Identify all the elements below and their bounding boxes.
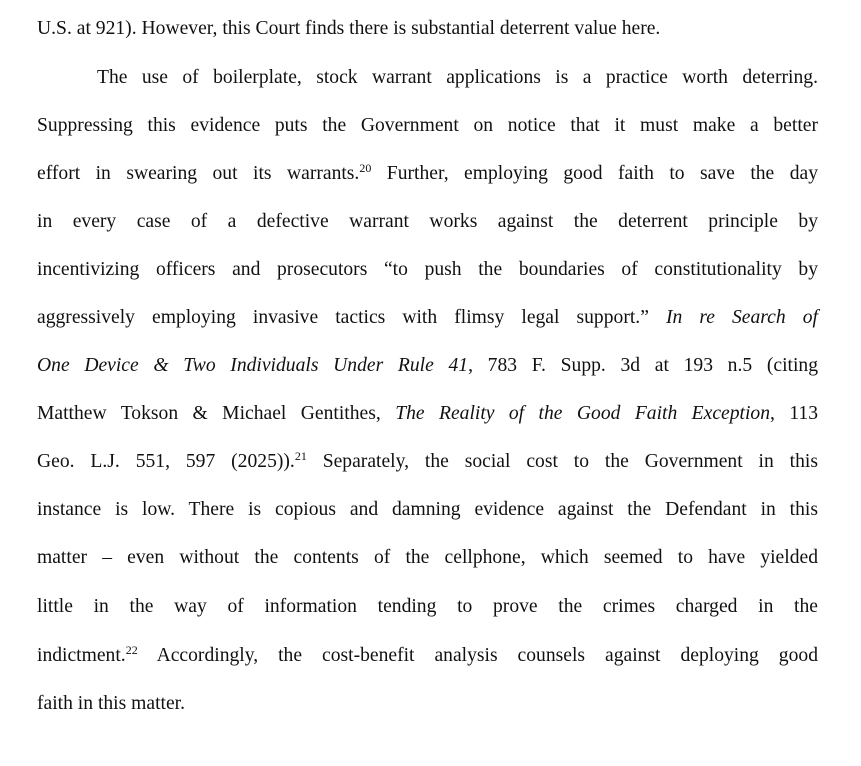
text-line: effort in swearing out its warrants.$^{20}$ Further, employing good faith to save the day (37, 160, 819, 184)
article-title-italic: The Reality of the Good Faith Exception (395, 403, 771, 424)
text-line: incentivizing officers and prosecutors “to push the boundaries of constitutionality by (37, 259, 818, 280)
text-line: Suppressing this evidence puts the Government on notice that it must make a better (37, 115, 818, 136)
text-line: matter – even without the contents of the cellphone, which seemed to have yielded (37, 547, 818, 568)
text-line: aggressively employing invasive tactics with flimsy legal support.” In re Search of (37, 307, 818, 328)
text-line: U.S. at 921). However, this Court finds there is substantial deterrent value here. (37, 18, 661, 39)
text-line: instance is low. There is copious and damning evidence against the Defendant in this (37, 499, 818, 520)
paragraph-last-line: faith in this matter. (37, 693, 186, 714)
paragraph-first-line: The use of boilerplate, stock warrant applications is a practice worth deterring. (97, 67, 818, 88)
case-citation-italic: One Device & Two Individuals Under Rule 41 (37, 355, 469, 376)
text-line: One Device & Two Individuals Under Rule 41, 783 F. Supp. 3d at 193 n.5 (citing (37, 355, 818, 376)
footnote-marker[interactable]: 21 (294, 448, 307, 463)
footnote-marker[interactable]: 22 (125, 642, 138, 657)
text-line: Matthew Tokson & Michael Gentithes, The Reality of the Good Faith Exception, 113 (37, 403, 819, 424)
case-citation-italic: In re Search of (665, 307, 818, 328)
footnote-marker[interactable]: 20 (359, 160, 372, 175)
text-line: little in the way of information tending to prove the crimes charged in the (37, 596, 818, 617)
text-line: in every case of a defective warrant works against the deterrent principle by (37, 211, 818, 232)
text-line: indictment.$^{22}$ Accordingly, the cost-benefit analysis counsels against deploying good (37, 642, 818, 666)
text-line: Geo. L.J. 551, 597 (2025)).$^{21}$ Separately, the social cost to the Government in this (37, 448, 818, 472)
